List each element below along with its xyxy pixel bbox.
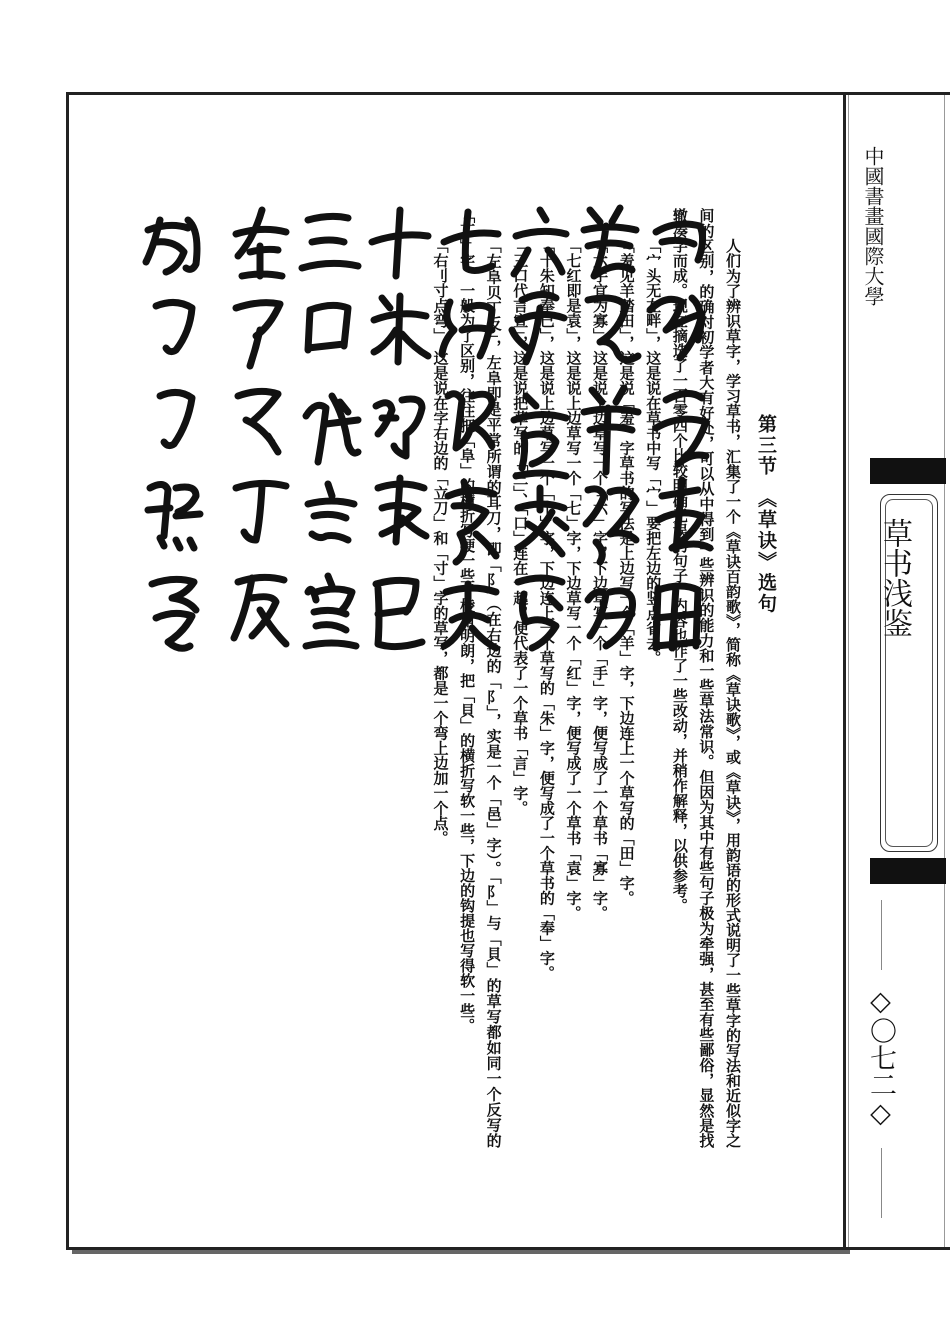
page-number: ◇〇七二◇ [865,986,896,1129]
paragraph: 「右刂寸点弯」，这是说在字右边的「立刀」和「寸」字的草写，都是一个弯上边加一个点。 [431,238,450,846]
paragraph: 「宀头无左畔」，这是说在草书中写「宀」要把左边的竖点省去。 [644,238,663,666]
title-bar-bottom [870,858,946,884]
cursive-column-8 [130,190,214,670]
cursive-calligraphy-examples [100,190,720,670]
panel-rule-left [848,95,849,1247]
paragraph: 「七红即是袁」，这是说上边草写一个「七」字，下边草写一个「红」字，便写成了一个草书「袁」字。 [564,238,583,921]
paragraph: 「十朱知奉已」，这是说上边草写一个「十」字，下边连上一个草写的「朱」字，便写成了一个草书的「奉」字。 [537,238,556,981]
paragraph: 「六手宜为寡」，这是说上边草写一个「六」字，下边草写一个「手」字，便写成了一个草书「寡」字。 [591,238,610,921]
cursive-column-7 [216,190,300,670]
series-title: 中國書畫國際大學 [861,146,885,306]
book-title-block [870,458,946,886]
paragraph: 人们为了辨识草字，学习草书，汇集了一个《草诀百韵歌》，简称《草诀歌》，或《草诀》，用韵语的形式说明了一些草字的写法和近似字之间的区别，的确对初学者大有好处，可以从中得到一些辨识的能力和一些草法常识。但因为其中有些句子极为牵强，甚至有些鄙俗，显然是找辙凑字而成。现在摘选了一百零四个比较明确无误的句子，内容也作了一些改动，并稍作解释，以供参考。 [670,208,742,1148]
separator-line-top [881,900,882,970]
paragraph: 「左阜贝丁反」，左阜即是平常所谓的耳刀，即「阝」（在右边的「阝」，实是一个「邑」字）。「阝」与「貝」的草写都如同一个反写的「丁」字。一般为了区别，往往把「阜」的横折写硬一些，棱角明朗，把「貝」的横折写软一些，下边的钩提也写得软一些。 [458,208,503,1148]
separator-line-bottom [881,1148,882,1218]
frame-shadow [72,1250,850,1254]
book-title: 草书浅鉴 [877,518,912,638]
paragraph: 「三口代言宣」，这是说把草写的「三」、「口」连在一起，便代表了一个草书「言」字。 [511,238,530,816]
section-heading: 第三节 《草诀》选句 [755,414,777,615]
title-bar-top [870,458,946,484]
paragraph: 「羞见羊踏田」，这是说「羞」字草书的写法是上边写一个「羊」字，下边连上一个草写的「田」字。 [617,238,636,906]
